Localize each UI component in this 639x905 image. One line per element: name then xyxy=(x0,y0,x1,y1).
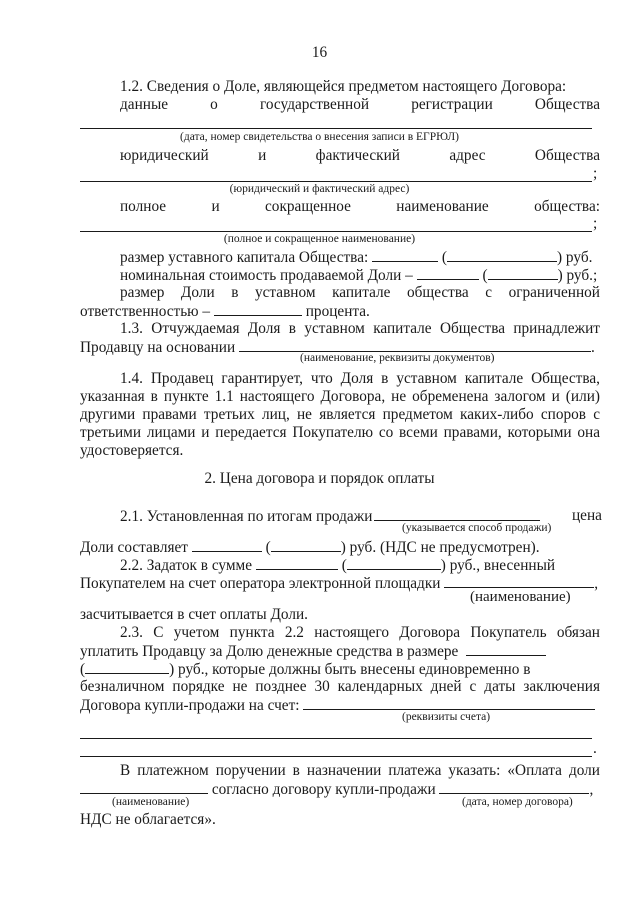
basis-prefix: Продавцу на основании xyxy=(80,339,236,356)
payment-purpose-mid: согласно договору купли-продажи xyxy=(211,781,436,798)
clause-1-4-line-4: третьими лицами и передается Покупателю со всеми правами, которыми она xyxy=(80,424,600,441)
price-paren: ( xyxy=(265,539,271,556)
sale-method-suffix: цена xyxy=(572,507,602,524)
capital-suffix: ) руб. xyxy=(557,249,593,266)
account-end: . xyxy=(593,740,597,757)
share-percent-blank xyxy=(214,302,302,316)
capital-label: размер уставного капитала Общества: xyxy=(120,249,369,266)
price-words-blank xyxy=(271,538,341,552)
payment-amount-prefix: уплатить Продавцу за Долю денежные средства в размере xyxy=(80,643,459,660)
deposit-words-blank xyxy=(347,556,441,570)
payment-amount-blank xyxy=(466,642,546,656)
address-semicolon: ; xyxy=(593,165,598,182)
account-prefix: Договора купли-продажи на счет: xyxy=(80,697,300,714)
payment-paren: ( xyxy=(80,661,86,678)
clause-1-3-line: 1.3. Отчуждаемая Доля в уставном капитале Общества принадлежит xyxy=(120,320,600,337)
sale-method-prefix: 2.1. Установленная по итогам продажи xyxy=(120,508,373,525)
contract-blank xyxy=(439,780,589,794)
address-line: юридический и фактический адрес Общества xyxy=(120,147,600,164)
operator-caption: (наименование) xyxy=(470,589,571,605)
nominal-value-line xyxy=(120,266,600,285)
basis-caption: (наименование, реквизиты документов) xyxy=(300,352,495,364)
operator-blank xyxy=(444,574,594,588)
clause-1-2-heading: 1.2. Сведения о Доле, являющейся предметом настоящего Договора: xyxy=(120,78,567,95)
company-name-caption: (полное и сокращенное наименование) xyxy=(223,233,416,245)
payment-purpose-end: , xyxy=(589,781,594,798)
clause-2-3-line-5 xyxy=(80,696,600,715)
page-number: 16 xyxy=(311,44,328,61)
clause-1-4-line-2: указанная в пункте 1.1 настоящего Договора, не обременена залогом и (или) xyxy=(80,388,600,405)
share-size-line: размер Доли в уставном капитале общества с ограниченной xyxy=(120,284,600,301)
company-name-semicolon: ; xyxy=(593,215,598,232)
account-blank-2 xyxy=(80,738,592,739)
account-caption: (реквизиты счета) xyxy=(402,711,491,723)
clause-2-3-line-1: 2.3. С учетом пункта 2.2 настоящего Договора Покупатель обязан xyxy=(120,624,600,641)
sale-method-blank xyxy=(374,507,540,521)
payment-words-blank xyxy=(85,660,169,674)
payment-purpose-line-1: В платежном поручении в назначении платежа указать: «Оплата доли xyxy=(120,762,600,779)
capital-paren: ( xyxy=(441,249,448,266)
nominal-suffix: ) руб.; xyxy=(557,267,598,284)
price-suffix: ) руб. (НДС не предусмотрен). xyxy=(340,539,540,556)
deposit-suffix: ) руб., внесенный xyxy=(440,557,556,574)
capital-line xyxy=(120,248,600,267)
price-amount-blank xyxy=(192,538,262,552)
clause-2-1-line-2 xyxy=(80,538,600,557)
capital-words-blank xyxy=(447,248,557,262)
clause-2-3-line-4: безналичном порядке не позднее 30 календарных дней с даты заключения xyxy=(80,678,600,695)
nominal-paren: ( xyxy=(482,267,488,284)
operator-prefix: Покупателем на счет оператора электронной площадки xyxy=(80,575,441,592)
contract-caption: (дата, номер договора) xyxy=(462,796,573,808)
payer-name-caption: (наименование) xyxy=(112,796,190,808)
nominal-words-blank xyxy=(488,266,558,280)
deposit-amount-blank xyxy=(256,556,338,570)
nominal-amount-blank xyxy=(417,266,479,280)
clause-2-2-line xyxy=(120,556,600,575)
address-blank xyxy=(80,181,592,182)
reg-data-line: данные о государственной регистрации Общества xyxy=(120,96,600,113)
operator-end: , xyxy=(594,575,599,592)
price-prefix: Доли составляет xyxy=(80,539,188,556)
basis-end: . xyxy=(591,339,595,356)
clause-2-3-line-3 xyxy=(80,660,600,679)
deposit-prefix: 2.2. Задаток в сумме xyxy=(120,557,253,574)
account-blank xyxy=(303,696,595,710)
share-suffix: процента. xyxy=(305,303,370,320)
reg-data-caption: (дата, номер свидетельства о внесения записи в ЕГРЮЛ) xyxy=(180,131,459,143)
payer-name-blank xyxy=(80,780,208,794)
account-blank-3 xyxy=(80,756,592,757)
clause-2-2-line-3: засчитывается в счет оплаты Доли. xyxy=(80,606,308,623)
share-size-line-2 xyxy=(80,302,600,321)
sale-method-caption: (указывается способ продажи) xyxy=(402,522,552,534)
clause-2-3-line-2 xyxy=(80,642,600,661)
payment-rest: ) руб., которые должны быть внесены единовременно в xyxy=(169,661,531,678)
reg-data-blank xyxy=(80,128,592,129)
payment-purpose-line-3: НДС не облагается». xyxy=(80,811,216,828)
section-2-title: 2. Цена договора и порядок оплаты xyxy=(204,470,435,487)
clause-1-4-line-3: другими правами третьих лиц, не является предметом каких-либо споров с xyxy=(80,406,600,423)
share-prefix: ответственностью – xyxy=(80,303,211,320)
company-name-line: полное и сокращенное наименование общества: xyxy=(120,198,600,215)
address-caption: (юридический и фактический адрес) xyxy=(229,183,410,195)
company-name-blank xyxy=(80,231,592,232)
clause-1-4-line-5: удостоверяется. xyxy=(80,442,184,459)
nominal-label: номинальная стоимость продаваемой Доли – xyxy=(120,267,413,284)
capital-amount-blank xyxy=(372,248,438,262)
basis-blank xyxy=(239,338,591,352)
clause-1-4-line-1: 1.4. Продавец гарантирует, что Доля в уставном капитале Общества, xyxy=(120,370,600,387)
deposit-paren: ( xyxy=(341,557,347,574)
